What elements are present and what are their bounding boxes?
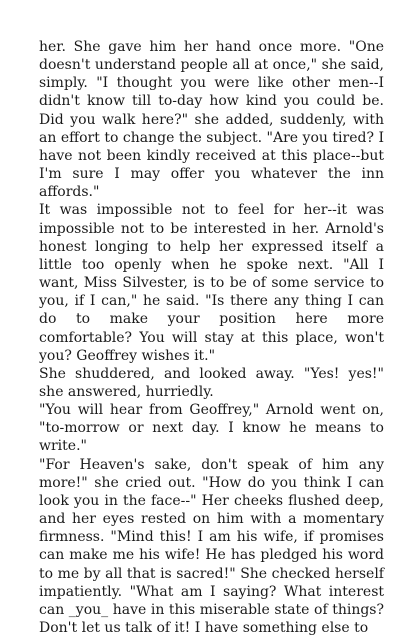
paragraph: "For Heaven's sake, don't speak of him any more!" she cried out. "How do you think I can look you in the face--" Her cheeks flushed deep, and her eyes rested on him with a momentary firmness. "Mind this! I am his wife, if promises can make me his wife! He has pledged his word to me by all that is sacred!" She checked herself impatiently. "What am I saying? What interest can _you_ have in this miserable state of things? Don't let us talk of it! I have something else to: [39, 456, 384, 636]
paragraph: "You will hear from Geoffrey," Arnold went on, "to-morrow or next day. I know he means to write.": [39, 402, 384, 455]
paragraph: It was impossible not to feel for her--it was impossible not to be interested in her. Arnold's honest longing to help her expressed itself a little too openly when he spoke next. "All I want, Miss Silvester, is to be of some service to you, if I can," he said. "Is there any thing I can do to make your position here more comfortable? You will stay at this place, won't you? Geoffrey wishes it.": [39, 202, 384, 364]
document-page: [39, 38, 384, 637]
paragraph: She shuddered, and looked away. "Yes! yes!" she answered, hurriedly.: [39, 365, 384, 400]
paragraph: her. She gave him her hand once more. "One doesn't understand people all at once," she said, simply. "I thought you were like other men--I didn't know till to-day how kind you could be. Did you walk here?" she added, suddenly, with an effort to change the subject. "Are you tired? I have not been kindly received at this place--but I'm sure I may offer you whatever the inn affords.": [39, 39, 384, 201]
